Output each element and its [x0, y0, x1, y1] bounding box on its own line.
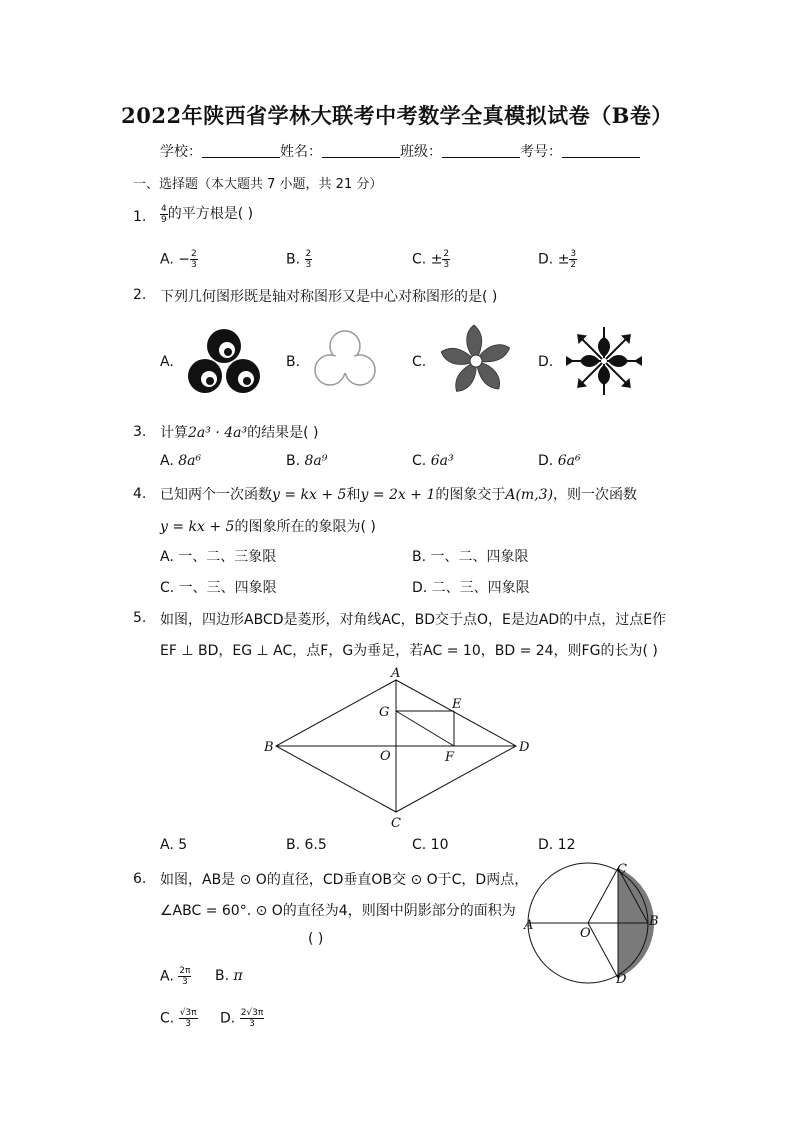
student-info-line [160, 141, 640, 161]
q2-stem: 下列几何图形既是轴对称图形又是中心对称图形的是( ) [160, 289, 498, 305]
q2-option-b[interactable]: B. [286, 354, 301, 370]
name-label: 姓名： [280, 144, 322, 160]
q4-option-b[interactable]: B. 一、二、四象限 [412, 549, 529, 565]
exam-no-blank[interactable] [562, 143, 640, 158]
q2-number: 2. [133, 287, 147, 303]
q2-option-d[interactable]: D. [538, 354, 554, 370]
q1-number: 1. [133, 209, 147, 225]
class-blank[interactable] [442, 143, 520, 158]
q3-number: 3. [133, 424, 147, 440]
q5-option-b[interactable]: B. 6.5 [286, 837, 327, 853]
q1-fraction: $\frac{4}{9}$ [161, 203, 167, 225]
school-label: 学校： [160, 144, 202, 160]
circle-label-o: O [580, 926, 591, 941]
q6-stem-line1: 如图，AB是 ⊙ O的直径，CD垂直OB交 ⊙ O于C，D两点， [160, 872, 529, 888]
rhombus-label-o: O [380, 749, 391, 764]
q6-stem-line3: ( ) [308, 931, 324, 947]
circle-diagram [520, 855, 665, 990]
pinwheel-figure [436, 321, 516, 401]
q2-option-c[interactable]: C. [412, 354, 427, 370]
q5-stem-line2: EF ⊥ BD，EG ⊥ AC，点F，G为垂足，若AC = 10，BD = 24，则FG的长为( ) [160, 643, 658, 659]
rhombus-label-g: G [379, 705, 390, 720]
q3-option-b[interactable]: B. 8a⁹ [286, 453, 328, 469]
q4-option-d[interactable]: D. 二、三、四象限 [412, 580, 530, 596]
rhombus-label-c: C [391, 816, 401, 831]
q5-number: 5. [133, 610, 147, 626]
trefoil-figure [309, 325, 381, 391]
rhombus-label-f: F [445, 750, 455, 765]
rhombus-label-b: B [264, 740, 274, 755]
class-label: 班级： [400, 144, 442, 160]
q3-expression: 2a³ · 4a³ [188, 425, 248, 441]
section-heading: 一、选择题（本大题共 7 小题，共 21 分） [133, 177, 383, 192]
snowflake-figure [563, 321, 645, 401]
q4-option-c[interactable]: C. 一、三、四象限 [160, 580, 277, 596]
circle-label-d: D [616, 972, 627, 987]
q1-stem [160, 203, 253, 225]
q1-option-c[interactable]: C. ± $\frac{2}{3}$ [412, 249, 450, 270]
q6-stem-line2: ∠ABC = 60°. ⊙ O的直径为4，则图中阴影部分的面积为 [160, 903, 516, 919]
q3-option-a[interactable]: A. 8a⁶ [160, 453, 202, 469]
q5-option-a[interactable]: A. 5 [160, 837, 188, 853]
q3-option-d[interactable]: D. 6a⁶ [538, 453, 581, 469]
rhombus-label-a: A [391, 666, 401, 681]
rhombus-label-e: E [452, 697, 462, 712]
q5-stem-line1: 如图，四边形ABCD是菱形，对角线AC，BD交于点O，E是边AD的中点，过点E作 [160, 612, 667, 628]
q5-option-d[interactable]: D. 12 [538, 837, 576, 853]
q6-option-c[interactable]: C. $\frac{√3\pi}{3}$ [160, 1008, 197, 1029]
q2-option-a[interactable]: A. [160, 354, 174, 370]
q4-option-a[interactable]: A. 一、二、三象限 [160, 549, 277, 565]
name-blank[interactable] [322, 143, 400, 158]
triple-tomoe-figure [183, 324, 265, 396]
circle-label-c: C [617, 862, 627, 877]
q4-stem-line1: 已知两个一次函数y = kx + 5和y = 2x + 1的图象交于A(m,3)，则一次函数 [160, 487, 638, 503]
school-blank[interactable] [202, 143, 280, 158]
q6-option-a[interactable]: A. $\frac{2\pi}{3}$ [160, 966, 191, 987]
page-title: 2022年陕西省学林大联考中考数学全真模拟试卷（B卷） [121, 103, 673, 128]
q4-number: 4. [133, 486, 147, 502]
q5-option-c[interactable]: C. 10 [412, 837, 449, 853]
circle-label-a: A [524, 918, 534, 933]
q1-option-b[interactable]: B. $\frac{2}{3}$ [286, 249, 312, 270]
q1-option-a[interactable]: A. − $\frac{2}{3}$ [160, 249, 197, 270]
q6-option-b[interactable]: B. π [215, 968, 243, 984]
q6-number: 6. [133, 871, 147, 887]
q1-option-d[interactable]: D. ± $\frac{3}{2}$ [538, 249, 577, 270]
rhombus-label-d: D [519, 740, 530, 755]
q3-option-c[interactable]: C. 6a³ [412, 453, 454, 469]
q1-text: 的平方根是( ) [167, 206, 254, 222]
q6-option-d[interactable]: D. $\frac{2√3\pi}{3}$ [220, 1008, 264, 1029]
q4-stem-line2: y = kx + 5的图象所在的象限为( ) [160, 519, 376, 535]
circle-label-b: B [649, 914, 659, 929]
exam-no-label: 考号： [520, 144, 562, 160]
q3-stem: 计算2a³ · 4a³的结果是( ) [160, 425, 319, 441]
rhombus-diagram [258, 662, 538, 832]
